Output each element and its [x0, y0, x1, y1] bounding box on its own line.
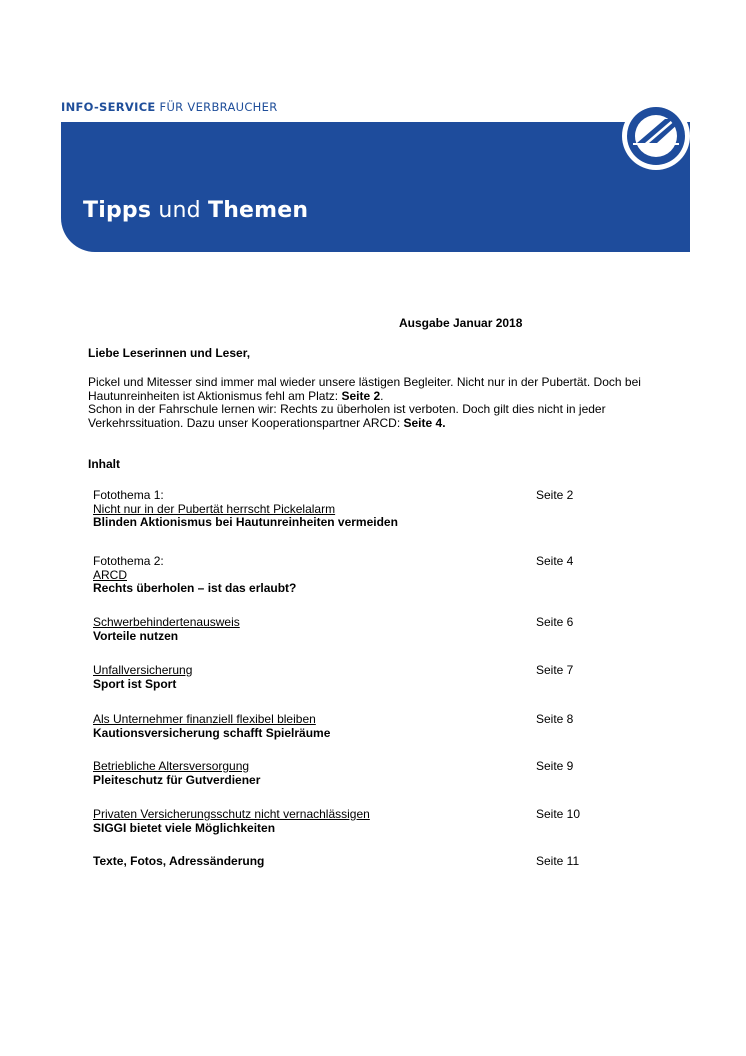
toc-page-number: Seite 7	[536, 663, 574, 677]
toc-page-number: Seite 2	[536, 488, 574, 502]
toc-heading: Inhalt	[88, 457, 120, 471]
greeting: Liebe Leserinnen und Leser,	[88, 346, 251, 360]
toc-page-number: Seite 9	[536, 759, 574, 773]
toc-topic-link[interactable]: Als Unternehmer finanziell flexibel bleiben	[93, 712, 316, 726]
toc-topic-link[interactable]: Betriebliche Altersversorgung	[93, 759, 250, 773]
toc-label: Fotothema 2:	[93, 554, 164, 568]
toc-topic-link[interactable]: ARCD	[93, 567, 128, 582]
toc-entry[interactable]	[93, 489, 613, 530]
toc-entry[interactable]	[93, 760, 613, 787]
intro-text	[88, 376, 648, 430]
intro-paragraph-2: Schon in der Fahrschule lernen wir: Rechts zu überholen ist verboten. Doch gilt dies nicht in jeder Verkehrssituation. Dazu unser Kooperationspartner ARCD: Seite 4.	[88, 402, 606, 430]
title-tipps: Tipps	[83, 198, 152, 223]
toc-subtitle: Texte, Fotos, Adressänderung	[93, 854, 265, 868]
kicker-rest: FÜR VERBRAUCHER	[155, 100, 278, 114]
title-und: und	[151, 198, 208, 223]
toc-entry[interactable]	[93, 855, 613, 869]
toc-subtitle: Vorteile nutzen	[93, 628, 179, 643]
toc-entry[interactable]	[93, 616, 613, 643]
toc-entry[interactable]	[93, 664, 613, 691]
toc-entry[interactable]	[93, 808, 613, 835]
brand-logo-icon	[619, 99, 693, 173]
toc-subtitle: Kautionsversicherung schafft Spielräume	[93, 725, 331, 740]
toc-page-number: Seite 11	[536, 854, 580, 868]
publication-kicker	[61, 100, 277, 114]
toc-entry[interactable]	[93, 555, 613, 596]
toc-topic-link[interactable]: Schwerbehindertenausweis	[93, 615, 240, 629]
title-themen: Themen	[207, 198, 309, 223]
kicker-bold: INFO-SERVICE	[61, 100, 156, 114]
toc-subtitle: Pleiteschutz für Gutverdiener	[93, 772, 261, 787]
page-reference: Seite 2	[341, 388, 381, 403]
toc-label: Fotothema 1:	[93, 488, 164, 502]
edition-date: Ausgabe Januar 2018	[399, 316, 523, 330]
toc-page-number: Seite 4	[536, 554, 574, 568]
intro-paragraph-1: Pickel und Mitesser sind immer mal wieder unsere lästigen Begleiter. Nicht nur in der Pubertät. Doch bei Hautunreinheiten ist Aktionismus fehl am Platz: Seite 2.	[88, 375, 641, 403]
publication-title	[83, 198, 308, 223]
toc-topic-link[interactable]: Unfallversicherung	[93, 663, 193, 677]
toc-page-number: Seite 6	[536, 615, 574, 629]
toc-subtitle: Blinden Aktionismus bei Hautunreinheiten vermeiden	[93, 515, 398, 529]
header-banner	[61, 122, 690, 252]
toc-subtitle: Sport ist Sport	[93, 676, 177, 691]
toc-page-number: Seite 8	[536, 712, 574, 726]
page-reference: Seite 4.	[403, 415, 446, 430]
toc-page-number: Seite 10	[536, 807, 581, 821]
toc-subtitle: Rechts überholen – ist das erlaubt?	[93, 581, 297, 595]
toc-subtitle: SIGGI bietet viele Möglichkeiten	[93, 820, 276, 835]
toc-topic-link[interactable]: Privaten Versicherungsschutz nicht vernachlässigen	[93, 807, 370, 821]
toc-topic-link[interactable]: Nicht nur in der Pubertät herrscht Pickelalarm	[93, 501, 336, 516]
toc-entry[interactable]	[93, 713, 613, 740]
